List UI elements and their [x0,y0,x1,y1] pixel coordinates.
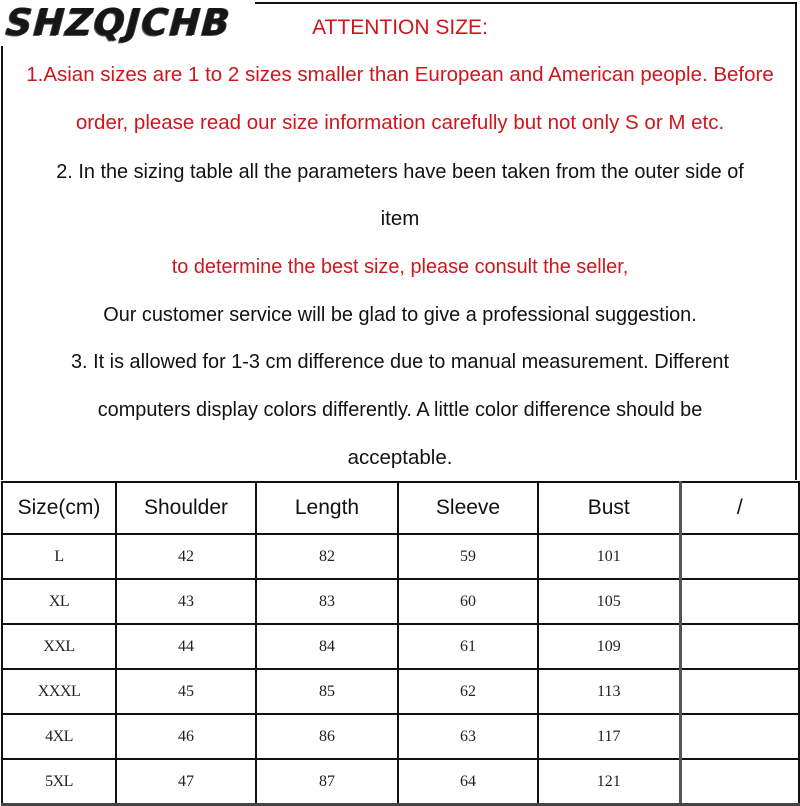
cell-length: 85 [256,669,398,714]
notice-line-2b: item [380,207,420,230]
notice-line-1a: 1.Asian sizes are 1 to 2 sizes smaller than European and American people. Before [26,63,774,86]
notice-line-3b: computers display colors differently. A little color difference should be [97,398,703,421]
notice-line-2a: 2. In the sizing table all the parameters have been taken from the outer side of [56,160,744,183]
cell-extra [680,534,799,579]
cell-bust: 101 [538,534,680,579]
cell-extra [680,759,799,805]
header-shoulder: Shoulder [116,482,256,534]
cell-bust: 109 [538,624,680,669]
cell-length: 86 [256,714,398,759]
notice-line-2c: to determine the best size, please consult the seller, [171,255,629,278]
cell-length: 87 [256,759,398,805]
cell-sleeve: 60 [398,579,538,624]
header-length: Length [256,482,398,534]
table-header-row [2,482,799,534]
cell-shoulder: 43 [116,579,256,624]
table-row [2,714,799,759]
cell-sleeve: 62 [398,669,538,714]
table-row [2,669,799,714]
notice-line-2d: Our customer service will be glad to give a professional suggestion. [103,303,697,326]
notice-line-1b: order, please read our size information carefully but not only S or M etc. [75,111,725,134]
cell-size: 5XL [2,759,116,805]
cell-size: L [2,534,116,579]
cell-sleeve: 61 [398,624,538,669]
table-row [2,759,799,805]
cell-shoulder: 47 [116,759,256,805]
notice-line-3a: 3. It is allowed for 1-3 cm difference due to manual measurement. Different [70,350,730,373]
cell-bust: 117 [538,714,680,759]
cell-size: XL [2,579,116,624]
notice-line-3c: acceptable. [347,446,453,469]
header-bust: Bust [538,482,680,534]
cell-size: 4XL [2,714,116,759]
table-row [2,579,799,624]
table-row [2,624,799,669]
cell-shoulder: 45 [116,669,256,714]
cell-bust: 105 [538,579,680,624]
cell-bust: 121 [538,759,680,805]
header-extra: / [680,482,799,534]
cell-size: XXXL [2,669,116,714]
size-chart-table [1,481,800,806]
cell-shoulder: 44 [116,624,256,669]
cell-length: 82 [256,534,398,579]
header-sleeve: Sleeve [398,482,538,534]
cell-sleeve: 63 [398,714,538,759]
notice-title: ATTENTION SIZE: [312,16,488,39]
table-row [2,534,799,579]
cell-size: XXL [2,624,116,669]
cell-shoulder: 46 [116,714,256,759]
cell-extra [680,579,799,624]
cell-bust: 113 [538,669,680,714]
cell-sleeve: 59 [398,534,538,579]
cell-extra [680,624,799,669]
cell-shoulder: 42 [116,534,256,579]
cell-length: 83 [256,579,398,624]
cell-extra [680,669,799,714]
cell-length: 84 [256,624,398,669]
header-size: Size(cm) [2,482,116,534]
cell-extra [680,714,799,759]
cell-sleeve: 64 [398,759,538,805]
brand-logo: SHZQJCHB [4,1,233,44]
